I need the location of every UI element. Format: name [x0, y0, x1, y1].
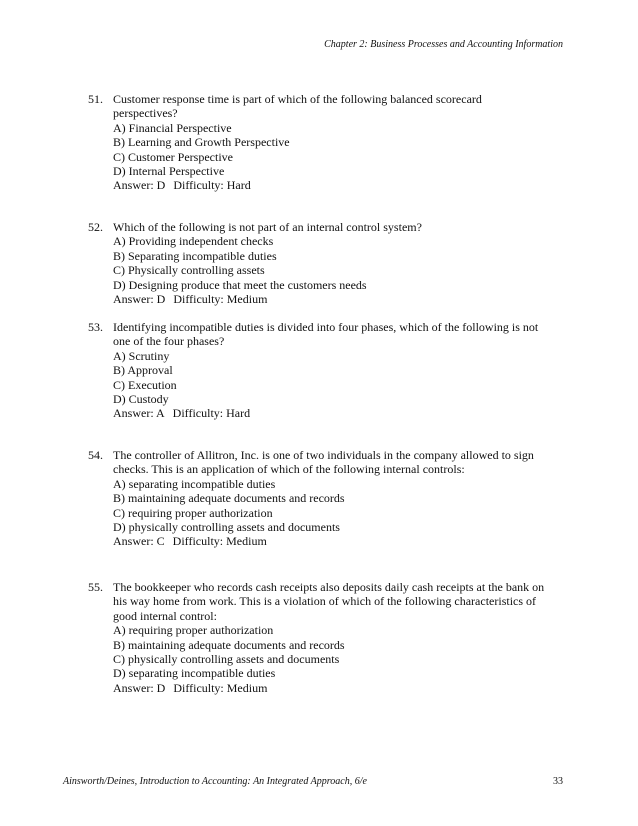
question-text: perspectives?	[113, 106, 178, 121]
question-text: The controller of Allitron, Inc. is one of two individuals in the company allowed to sign	[113, 448, 534, 462]
question-text: checks. This is an application of which of the following internal controls:	[113, 462, 465, 477]
question-number: 53.	[88, 320, 103, 334]
question-text: Customer response time is part of which of the following balanced scorecard	[113, 92, 482, 106]
option-c: C) Physically controlling assets	[113, 263, 265, 278]
difficulty: Difficulty: Medium	[172, 534, 267, 549]
footer-citation: Ainsworth/Deines, Introduction to Accounting: An Integrated Approach, 6/e	[63, 776, 367, 787]
question-text: Identifying incompatible duties is divided into four phases, which of the following is not	[113, 320, 539, 334]
question-number: 54.	[88, 448, 103, 462]
question-text: The bookkeeper who records cash receipts also deposits daily cash receipts at the bank on	[113, 580, 545, 594]
option-b: B) maintaining adequate documents and records	[113, 491, 345, 506]
option-c: C) Execution	[113, 377, 177, 392]
difficulty: Difficulty: Hard	[173, 178, 251, 193]
difficulty: Difficulty: Hard	[172, 406, 251, 421]
answer-line	[113, 406, 568, 420]
option-a: A) separating incompatible duties	[113, 476, 276, 491]
answer: Answer: C	[113, 534, 165, 549]
answer-line	[113, 292, 568, 306]
question-text: his way home from work. This is a violation of which of the following characteristics of	[113, 594, 537, 609]
option-c: C) Customer Perspective	[113, 149, 233, 164]
answer: Answer: D	[113, 178, 166, 193]
option-d: D) Internal Perspective	[113, 164, 225, 179]
question-number: 55.	[88, 580, 103, 594]
question-51	[88, 92, 568, 193]
option-d: D) physically controlling assets and documents	[113, 520, 340, 535]
question-number: 51.	[88, 92, 103, 106]
question-54	[88, 448, 568, 549]
option-b: B) Learning and Growth Perspective	[113, 135, 290, 150]
option-a: A) Financial Perspective	[113, 120, 232, 135]
answer-line	[113, 178, 568, 192]
option-b: B) Separating incompatible duties	[113, 248, 277, 263]
question-number: 52.	[88, 220, 103, 234]
question-55	[88, 580, 568, 695]
question-text: Which of the following is not part of an internal control system?	[113, 220, 422, 234]
option-a: A) Scrutiny	[113, 348, 170, 363]
answer: Answer: A	[113, 406, 165, 421]
option-d: D) Designing produce that meet the customers needs	[113, 277, 367, 292]
question-text: good internal control:	[113, 608, 217, 623]
difficulty: Difficulty: Medium	[173, 292, 268, 307]
option-a: A) requiring proper authorization	[113, 623, 274, 638]
page-header: Chapter 2: Business Processes and Accounting Information	[324, 39, 563, 50]
option-c: C) physically controlling assets and documents	[113, 652, 340, 667]
question-53	[88, 320, 568, 421]
option-c: C) requiring proper authorization	[113, 505, 273, 520]
question-text: one of the four phases?	[113, 334, 225, 349]
difficulty: Difficulty: Medium	[173, 680, 268, 695]
answer: Answer: D	[113, 680, 166, 695]
option-d: D) Custody	[113, 392, 169, 407]
option-b: B) Approval	[113, 363, 173, 378]
option-d: D) separating incompatible duties	[113, 666, 276, 681]
answer-line	[113, 534, 568, 548]
answer: Answer: D	[113, 292, 166, 307]
answer-line	[113, 681, 568, 695]
question-52	[88, 220, 568, 306]
option-b: B) maintaining adequate documents and records	[113, 637, 345, 652]
option-a: A) Providing independent checks	[113, 234, 274, 249]
page-number: 33	[553, 776, 563, 787]
